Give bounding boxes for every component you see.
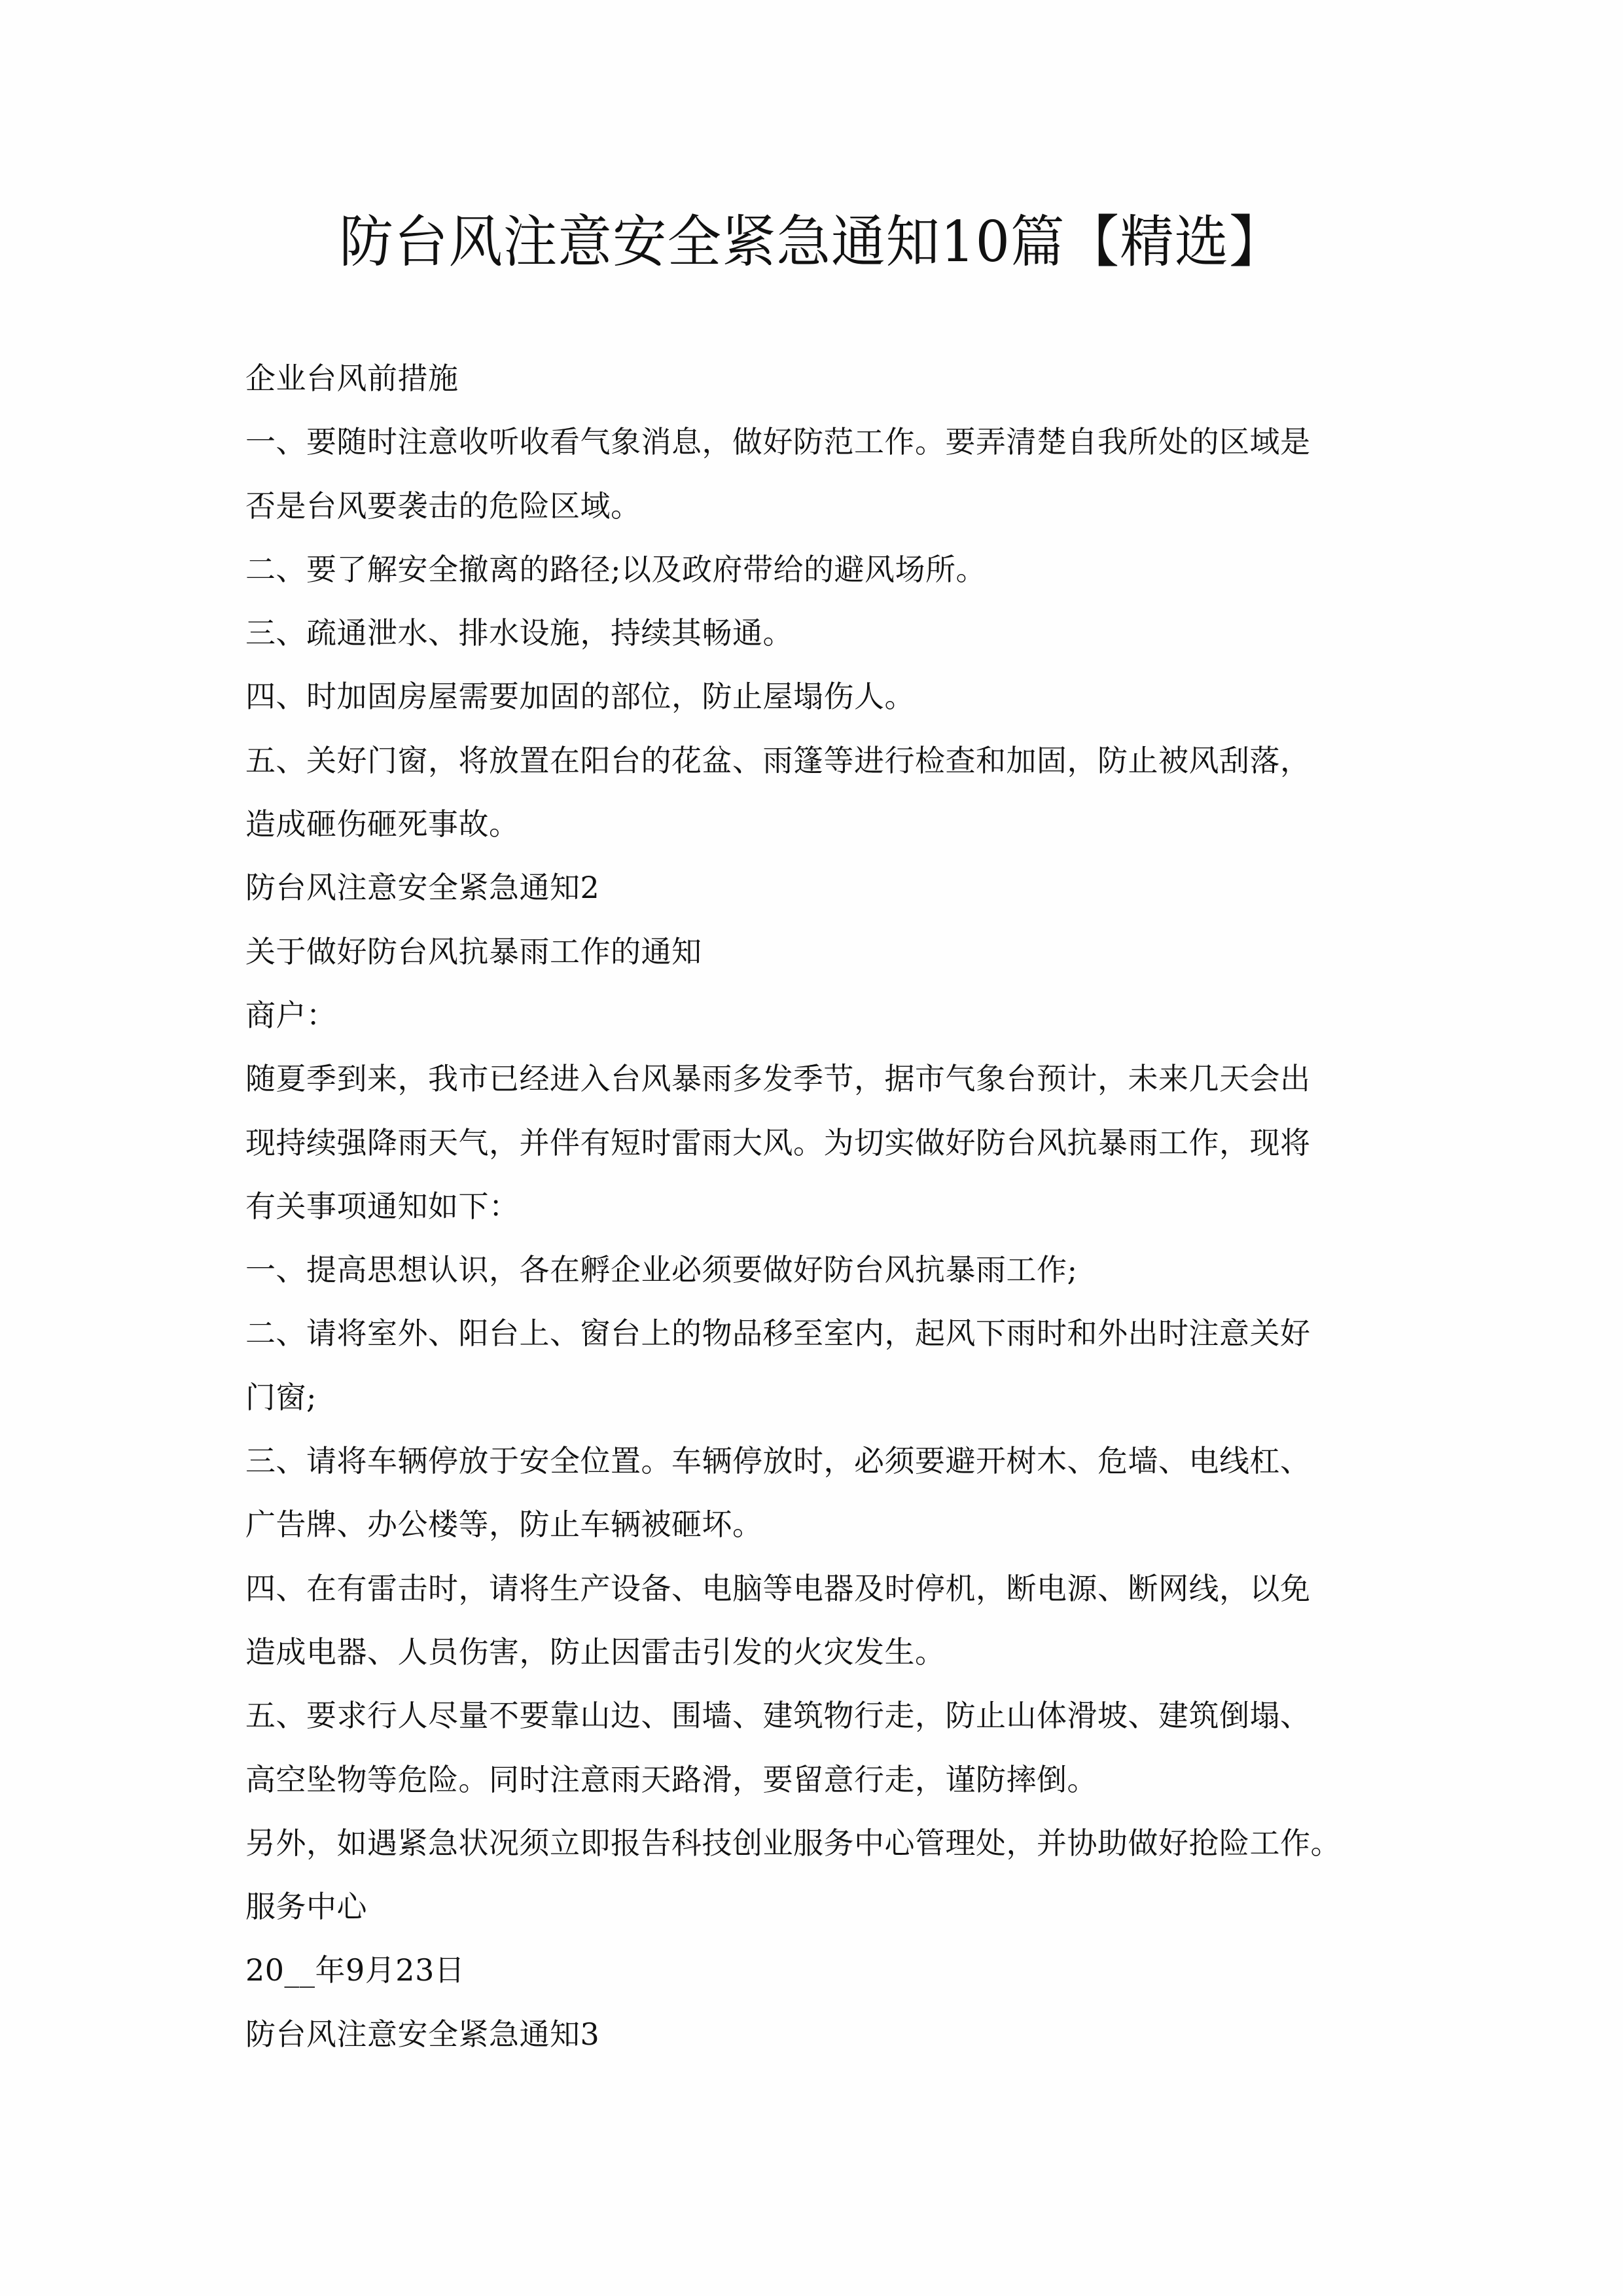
paragraph-line: 造成砸伤砸死事故。 — [245, 806, 520, 842]
paragraph-line: 三、疏通泄水、排水设施，持续其畅通。 — [245, 615, 793, 651]
paragraph-line: 高空坠物等危险。同时注意雨天路滑，要留意行走，谨防摔倒。 — [245, 1761, 1097, 1797]
section-heading-notice-2: 防台风注意安全紧急通知2 — [245, 870, 600, 906]
notice-salutation: 商户： — [245, 997, 337, 1033]
section-heading-notice-3: 防台风注意安全紧急通知3 — [245, 2016, 600, 2052]
paragraph-line: 造成电器、人员伤害，防止因雷击引发的火灾发生。 — [245, 1634, 946, 1670]
paragraph-line: 五、要求行人尽量不要靠山边、围墙、建筑物行走，防止山体滑坡、建筑倒塌、 — [245, 1698, 1311, 1734]
paragraph-line: 二、请将室外、阳台上、窗台上的物品移至室内，起风下雨时和外出时注意关好 — [245, 1316, 1311, 1352]
paragraph-line: 三、请将车辆停放于安全位置。车辆停放时，必须要避开树木、危墙、电线杠、 — [245, 1443, 1311, 1479]
paragraph-line: 一、要随时注意收听收看气象消息，做好防范工作。要弄清楚自我所处的区域是 — [245, 424, 1311, 460]
paragraph-line: 广告牌、办公楼等，防止车辆被砸坏。 — [245, 1507, 763, 1543]
paragraph-line: 门窗; — [245, 1379, 317, 1415]
paragraph-line: 否是台风要袭击的危险区域。 — [245, 488, 641, 524]
paragraph-line: 四、在有雷击时，请将生产设备、电脑等电器及时停机，断电源、断网线，以免 — [245, 1570, 1311, 1606]
paragraph-line: 现持续强降雨天气，并伴有短时雷雨大风。为切实做好防台风抗暴雨工作，现将 — [245, 1124, 1311, 1160]
document-title: 防台风注意安全紧急通知10篇【精选】 — [339, 209, 1284, 275]
paragraph-line: 一、提高思想认识，各在孵企业必须要做好防台风抗暴雨工作; — [245, 1252, 1078, 1288]
paragraph-line: 二、要了解安全撤离的路径;以及政府带给的避风场所。 — [245, 551, 986, 587]
section-heading-enterprise-measures: 企业台风前措施 — [245, 361, 459, 396]
paragraph-line: 另外，如遇紧急状况须立即报告科技创业服务中心管理处，并协助做好抢险工作。 — [245, 1825, 1341, 1861]
signature-date: 20__年9月23日 — [245, 1952, 465, 1988]
paragraph-line: 四、时加固房屋需要加固的部位，防止屋塌伤人。 — [245, 679, 915, 715]
document-body — [245, 347, 1404, 2066]
signature-organization: 服务中心 — [245, 1889, 367, 1925]
paragraph-line: 随夏季到来，我市已经进入台风暴雨多发季节，据市气象台预计，未来几天会出 — [245, 1061, 1311, 1097]
paragraph-line: 有关事项通知如下： — [245, 1188, 520, 1224]
notice-title: 关于做好防台风抗暴雨工作的通知 — [245, 933, 702, 969]
paragraph-line: 五、关好门窗，将放置在阳台的花盆、雨篷等进行检查和加固，防止被风刮落， — [245, 742, 1311, 778]
